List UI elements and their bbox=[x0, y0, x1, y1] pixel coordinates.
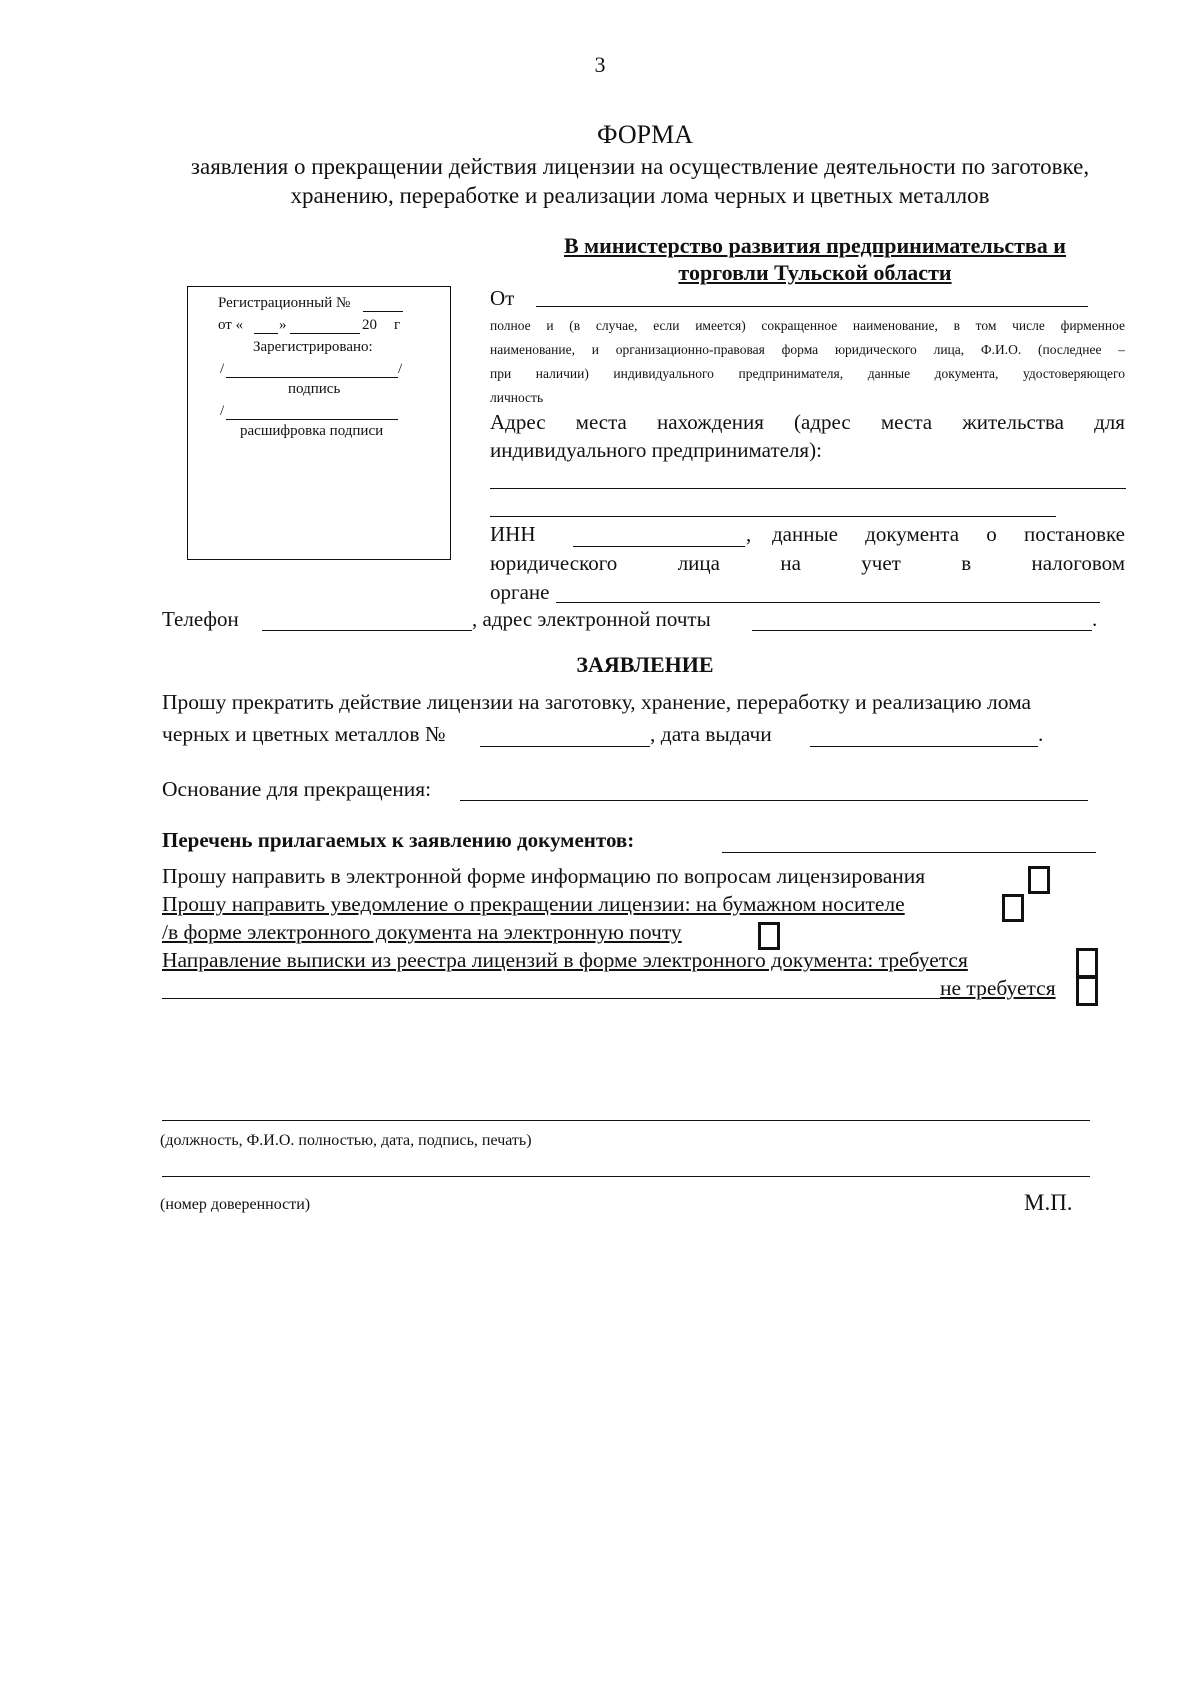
basis-field[interactable] bbox=[460, 800, 1088, 801]
from-hint-line-1: полное и (в случае, если имеется) сокращенное наименование, в том числе фирменное bbox=[490, 318, 1125, 333]
stamp-year: 20 bbox=[362, 317, 377, 333]
subtitle-line-1: заявления о прекращении действия лицензии на осуществление деятельности по заготовке, bbox=[190, 154, 1090, 179]
stamp-month-field[interactable] bbox=[290, 333, 360, 334]
stamp-slash-1: / bbox=[220, 361, 225, 377]
stamp-slash-3: / bbox=[220, 403, 225, 419]
address-line-2: индивидуального предпринимателя): bbox=[490, 438, 822, 462]
license-number-field[interactable] bbox=[480, 746, 650, 747]
inn-comma: , bbox=[746, 522, 752, 546]
email-field[interactable] bbox=[752, 630, 1092, 631]
extract-underline bbox=[162, 998, 940, 999]
issue-date-period: . bbox=[1038, 722, 1044, 746]
option-email-notice: /в форме электронного документа на электронную почту bbox=[162, 920, 682, 944]
option-extract-not-required: не требуется bbox=[940, 976, 1056, 1000]
recipient-line-2: торговли Тульской области bbox=[678, 260, 952, 285]
page-number: 3 bbox=[594, 52, 606, 77]
address-line-1: Адрес места нахождения (адрес места жительства для bbox=[490, 410, 1125, 434]
signature-field[interactable] bbox=[162, 1120, 1090, 1121]
option-paper-notice: Прошу направить уведомление о прекращении лицензии: на бумажном носителе bbox=[162, 892, 905, 916]
inn-tail: данные документа о постановке bbox=[772, 522, 1125, 546]
stamp-day-field[interactable] bbox=[254, 333, 278, 334]
issue-date-label: , дата выдачи bbox=[650, 722, 772, 746]
checkbox-electronic-info[interactable] bbox=[1028, 866, 1050, 894]
address-field-2[interactable] bbox=[490, 516, 1056, 517]
stamp-year-suffix: г bbox=[394, 317, 401, 333]
stamp-decoding-caption: расшифровка подписи bbox=[240, 423, 384, 439]
from-hint-line-4: личность bbox=[490, 390, 544, 405]
option-extract-required: Направление выписки из реестра лицензий в форме электронного документа: требуется bbox=[162, 948, 968, 972]
form-title: ФОРМА bbox=[597, 120, 693, 149]
form-subtitle bbox=[170, 152, 1110, 210]
tax-organ-label: органе bbox=[490, 580, 550, 604]
registration-stamp-box bbox=[187, 286, 451, 560]
from-hint bbox=[490, 314, 1125, 410]
from-hint-line-2: наименование, и организационно-правовая форма юридического лица, Ф.И.О. (последнее – bbox=[490, 342, 1125, 357]
inn-label: ИНН bbox=[490, 522, 536, 546]
documents-field[interactable] bbox=[722, 852, 1096, 853]
stamp-slash-2: / bbox=[398, 361, 403, 377]
from-label: От bbox=[490, 286, 515, 310]
tax-organ-field[interactable] bbox=[556, 602, 1100, 603]
issue-date-field[interactable] bbox=[810, 746, 1038, 747]
signature-caption: (должность, Ф.И.О. полностью, дата, подпись, печать) bbox=[160, 1132, 532, 1149]
phone-label: Телефон bbox=[162, 607, 239, 631]
email-label: , адрес электронной почты bbox=[472, 607, 711, 631]
statement-heading: ЗАЯВЛЕНИЕ bbox=[576, 652, 714, 677]
stamp-reg-number-label: Регистрационный № bbox=[218, 295, 351, 311]
stamp-signature-field[interactable] bbox=[226, 377, 398, 378]
recipient-ministry bbox=[500, 232, 1130, 286]
stamp-decoding-field[interactable] bbox=[226, 419, 398, 420]
subtitle-line-2: хранению, переработке и реализации лома черных и цветных металлов bbox=[290, 183, 990, 208]
checkbox-email-notice[interactable] bbox=[758, 922, 780, 950]
request-line-1: Прошу прекратить действие лицензии на заготовку, хранение, переработку и реализацию лома bbox=[162, 690, 1032, 714]
recipient-line-1: В министерство развития предпринимательства и bbox=[564, 233, 1066, 258]
stamp-signature-caption: подпись bbox=[288, 381, 341, 397]
checkbox-paper-notice[interactable] bbox=[1002, 894, 1024, 922]
stamp-date-from: от « bbox=[218, 317, 244, 333]
email-end: . bbox=[1092, 607, 1098, 631]
tax-registration-line: юридического лица на учет в налоговом bbox=[490, 551, 1125, 575]
poa-caption: (номер доверенности) bbox=[160, 1196, 311, 1213]
stamp-reg-number-field[interactable] bbox=[363, 311, 403, 312]
from-hint-line-3: при наличии) индивидуального предпринимателя, данные документа, удостоверяющего bbox=[490, 366, 1125, 381]
option-electronic-info: Прошу направить в электронной форме информацию по вопросам лицензирования bbox=[162, 864, 926, 888]
stamp-date-quote: » bbox=[279, 317, 287, 333]
documents-label: Перечень прилагаемых к заявлению документов: bbox=[162, 828, 635, 852]
license-number-label: черных и цветных металлов № bbox=[162, 722, 446, 746]
from-field[interactable] bbox=[536, 306, 1088, 307]
poa-number-field[interactable] bbox=[162, 1176, 1090, 1177]
checkbox-extract-required[interactable] bbox=[1076, 948, 1098, 978]
phone-field[interactable] bbox=[262, 630, 472, 631]
inn-field[interactable] bbox=[573, 546, 745, 547]
stamp-registered-label: Зарегистрировано: bbox=[253, 339, 373, 355]
checkbox-extract-not-required[interactable] bbox=[1076, 976, 1098, 1006]
seal-label: М.П. bbox=[1024, 1190, 1073, 1215]
address-field-1[interactable] bbox=[490, 488, 1126, 489]
basis-label: Основание для прекращения: bbox=[162, 777, 432, 801]
